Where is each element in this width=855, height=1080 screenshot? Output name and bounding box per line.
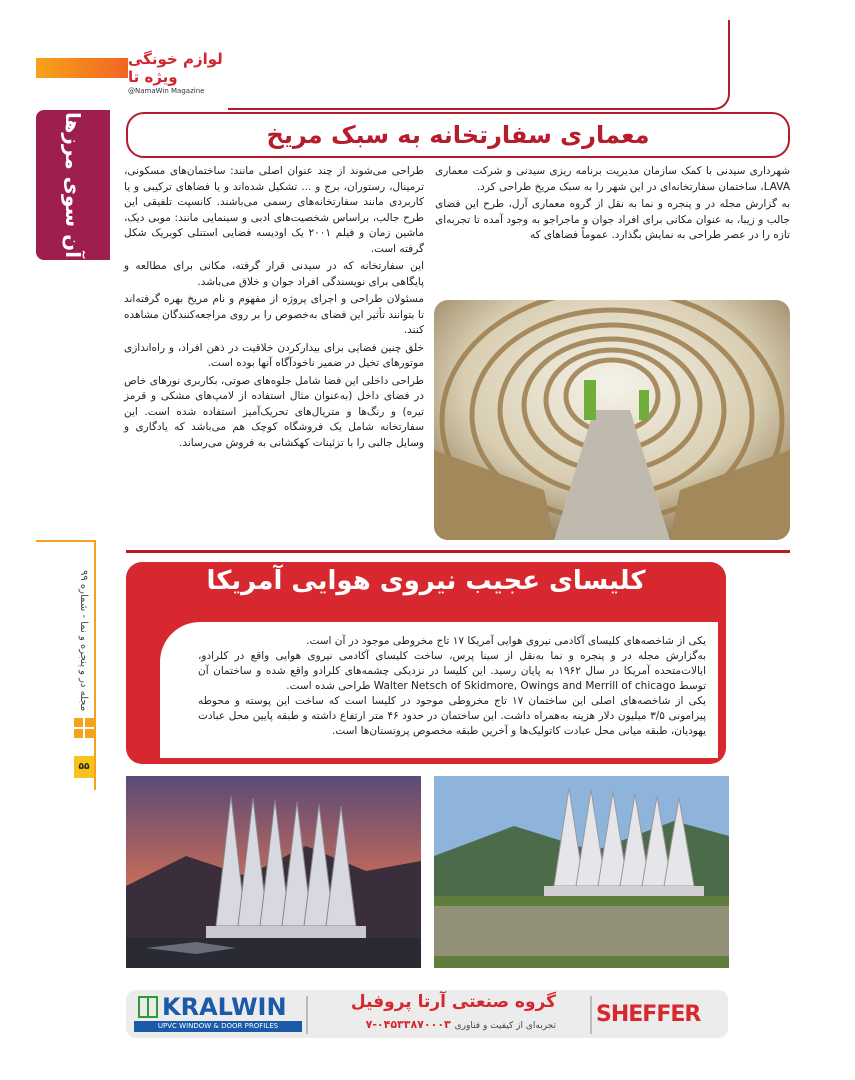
article2-paragraph: یکی از شاخصه‌های کلیسای آکادمی نیروی هوایی آمریکا ۱۷ تاج مخروطی موجود در آن است. bbox=[306, 635, 706, 647]
kralwin-logo bbox=[134, 994, 302, 1032]
article1-title-box bbox=[126, 112, 790, 158]
company-phone: ۰۴۵۳۳۸۷۰۰۰۳-۷ bbox=[365, 1018, 451, 1031]
company-tagline: تجربه‌ای از کیفیت و فناوری bbox=[454, 1021, 556, 1031]
banner-separator bbox=[590, 996, 592, 1034]
header-frame bbox=[228, 20, 730, 110]
article1-right-paragraph: شهرداری سیدنی با کمک سازمان مدیریت برنامه ریزی سیدنی و شرکت معماری LAVA، ساختمان سفارتخانه‌ای در این شهر را به سبک مریخ طراحی کرد. bbox=[435, 165, 790, 193]
article1-right-paragraph: به گزارش مجله در و پنجره و نما به نقل از گروه معماری آرل، طرح این فضای جالب و زیبا، به عنوان مکانی برای افراد جوان و ماجراجو به وجود آمده تا تجربه‌ای تازه را در عصر طراحی به نمایش بگذارد. عموماً فضاهای که bbox=[435, 198, 790, 241]
banner-separator bbox=[306, 996, 308, 1034]
article2-title: کلیسای عجیب نیروی هوایی آمریکا bbox=[206, 566, 646, 596]
magazine-english-name: @NamaWin Magazine bbox=[128, 87, 205, 95]
chapel-sunset-photo bbox=[126, 776, 421, 968]
article2-paragraph: به‌گزارش مجله در و پنجره و نما به‌نقل از سینا پرس، ساخت کلیسای آکادمی نیروی هوایی واقع در کلرادو، ایالات‌متحده آمریکا در سال ۱۹۶۲ به پایان رسید. این کلیسا در نزدیکی چشمه‌های کلرادو واقع شده و ساختمان آن توسط Walter Netsch of Skidmore, Owings and Merrill of chicago طراحی شده است. bbox=[198, 650, 706, 692]
magazine-color-bar bbox=[36, 58, 128, 78]
article1-left-paragraph: این سفارتخانه که در سیدنی قرار گرفته، مکانی برای مطالعه و پایگاهی برای نویسندگی افراد جوان و خلاق می‌باشد. bbox=[124, 260, 424, 288]
company-name: گروه صنعتی آرتا پروفیل bbox=[350, 992, 556, 1012]
article1-left-paragraph: طراحی می‌شوند از چند عنوان اصلی مانند: ساختمان‌های مسکونی، ترمینال، رستوران، برج و ... تشکیل شده‌اند و یا فضاهای ترکیبی و یا کاربردی مانند سفارتخانه‌های رسمی می‌باشند. کانسپت تلفیقی این طرح جالب، براساس شخصیت‌های ادبی و سینمایی مانند: موبی دیک، ماشین زمان و فیلم ۲۰۰۱ یک اودیسه فضایی استنلی کوبریک شکل گرفته است. bbox=[124, 165, 424, 255]
article2-paragraph: یکی از شاخصه‌های اصلی این ساختمان ۱۷ تاج مخروطی موجود در کلیسا است که ساخت این پوسته و محوطه پیرامونی ۳/۵ میلیون دلار هزینه به‌همراه داشت. این ساختمان در حدود ۴۶ متر ارتفاع داشته و طبقه پایین محل عبادت یهودیان، طبقه میانی محل عبادت کاتولیک‌ها و آخرین طبقه مخصوص پروتستان‌ها است. bbox=[198, 695, 707, 737]
company-contact bbox=[316, 1018, 556, 1031]
issue-info: مجله در و پنجره و نما - شماره ۹۹ bbox=[78, 570, 89, 712]
page-number: ۵۵ bbox=[74, 756, 94, 778]
article2-body bbox=[198, 634, 706, 739]
magazine-logo bbox=[128, 50, 228, 95]
sheffer-logo: SHEFFER bbox=[596, 1002, 701, 1027]
left-accent-line bbox=[94, 540, 96, 790]
section-divider bbox=[126, 550, 790, 553]
article1-right-column bbox=[435, 164, 790, 246]
article1-left-paragraph: طراحی داخلی این فضا شامل جلوه‌های صوتی، بکاربری نورهای خاص در فضای داخل (به‌عنوان مثال استفاده از لامپ‌های مشکی و قرمز تیره) و رنگ‌ها و متریال‌های تحریک‌آمیز استفاده شده است. این سفارتخانه شامل یک فروشگاه کوچک هم می‌باشد که یادگاری و وسایل جالبی را با تزئینات کهکشانی به فروش می‌رساند. bbox=[124, 374, 424, 449]
kralwin-name: KRALWIN bbox=[162, 993, 287, 1021]
magazine-name: لوازم خونگی ویژه تا bbox=[128, 50, 223, 86]
kralwin-tagline: UPVC WINDOW & DOOR PROFILES bbox=[134, 1021, 302, 1032]
article1-title: معماری سفارتخانه به سبک مریخ bbox=[266, 121, 650, 149]
section-tab-label: آن سوی مرزها bbox=[61, 111, 85, 259]
kralwin-window-icon bbox=[138, 996, 158, 1018]
article1-left-paragraph: مسئولان طراحی و اجرای پروژه از مفهوم و نام مریخ بهره گرفته‌اند تا بتوانند تأثیر این فضای به‌خصوص را بر روی مراجعه‌کنندگان مشاهده کنند. bbox=[124, 293, 424, 336]
article1-left-paragraph: خلق چنین فضایی برای بیدارکردن خلاقیت در ذهن افراد، و راه‌اندازی موتورهای تخیل در ضمیر ناخودآگاه آنها بوده است. bbox=[124, 341, 424, 369]
chapel-cadets-photo bbox=[434, 776, 729, 968]
magazine-grid-icon bbox=[74, 718, 94, 738]
mars-embassy-photo bbox=[434, 300, 790, 540]
section-tab bbox=[36, 110, 110, 260]
left-accent-tick bbox=[36, 540, 96, 542]
article1-left-column bbox=[124, 164, 424, 453]
